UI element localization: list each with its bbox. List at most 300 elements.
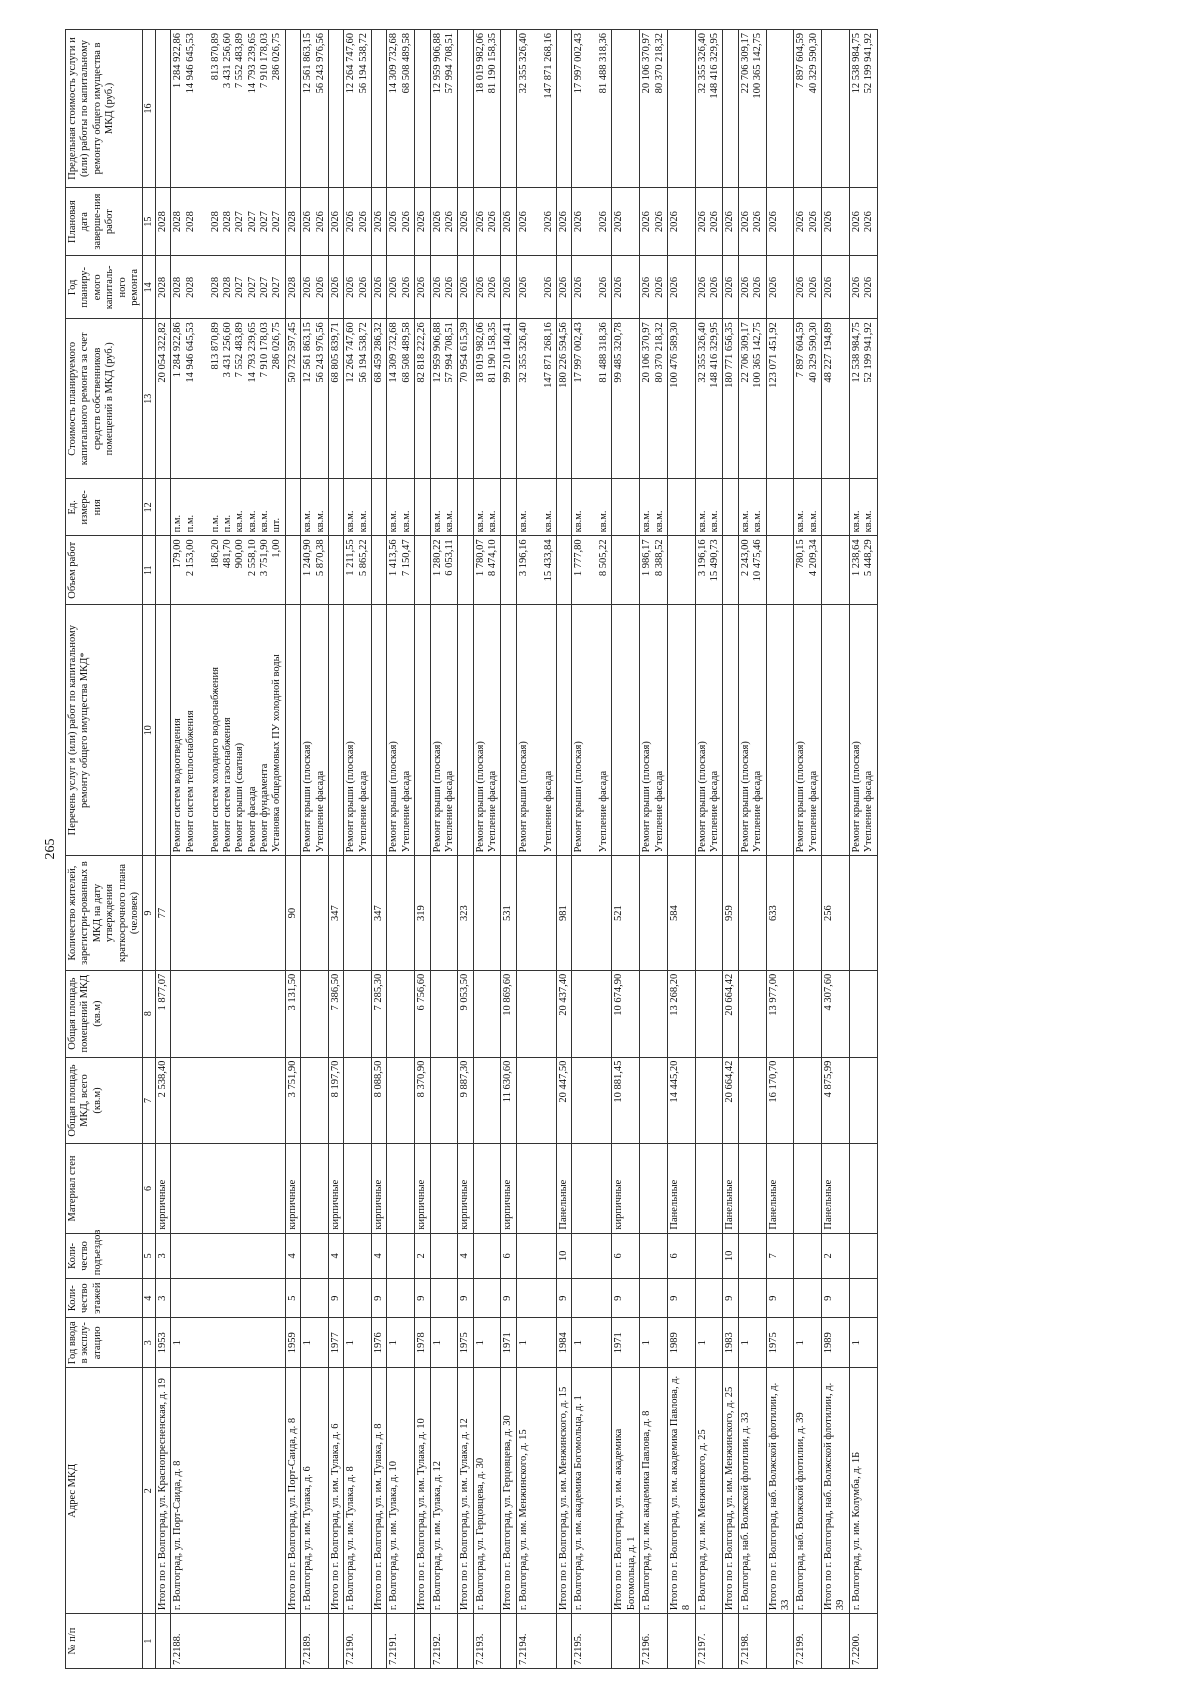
commission-year: 1 [640,1317,668,1367]
unit-of-measure: кв.м. [246,509,258,532]
completion-date: 2026 [502,210,514,232]
row-number [667,1613,695,1668]
work-volume [330,539,342,601]
unit-of-measure [416,482,428,532]
table-row [794,29,822,1668]
wall-material: Панельные [822,1143,850,1232]
residents-count [695,855,723,969]
total-area: 11 630,60 [501,1057,516,1144]
completion-date: 2026 [752,210,764,232]
planned-cost-cell [849,318,877,478]
residents-count: 256 [822,855,850,969]
unit-of-measure-cell [640,478,668,535]
entrance-count: 4 [372,1233,387,1279]
entrance-count [171,1233,285,1279]
entrance-count: 4 [328,1233,343,1279]
repair-year-cell [156,255,171,318]
repair-year: 2027 [234,276,246,298]
work-volume: 179,00 [172,538,184,568]
entrance-count: 2 [415,1233,430,1279]
address: г. Волгоград, ул. им. академика Богомольца, д. 1 [572,1367,612,1613]
wall-material: Панельные [723,1143,738,1232]
work-item [768,607,780,851]
unit-of-measure: кв.м. [598,509,610,532]
wall-material [516,1143,556,1232]
completion-date-cell [516,187,556,256]
total-area [301,1057,329,1144]
unit-of-measure: кв.м. [443,509,455,532]
planned-cost: 147 871 268,16 [542,321,554,388]
planned-cost-cell [328,318,343,478]
row-number: 7.2197. [695,1613,723,1668]
planned-cost: 48 227 194,89 [823,321,835,383]
entrance-count: 6 [501,1233,516,1279]
unit-of-measure-cell [516,478,556,535]
commission-year: 1971 [501,1317,516,1367]
planned-cost-cell [415,318,430,478]
residents-count: 584 [667,855,695,969]
wall-material [473,1143,501,1232]
cost-limit: 813 870,89 [209,32,221,80]
planned-cost: 68 459 286,32 [373,321,385,383]
address: Итого по г. Волгоград, ул. Краснопресненская, д. 19 [156,1367,171,1613]
rotated-table-container [43,29,1135,1669]
cost-limit: 40 329 590,30 [807,32,819,93]
floor-count: 3 [156,1278,171,1317]
completion-date: 2026 [850,210,862,232]
work-volume: 481,70 [221,538,233,568]
unit-of-measure-cell [344,478,372,535]
column-header: Коли-чество подъездов [66,1233,143,1279]
work-item: Утепление фасада [863,770,875,852]
planned-cost: 14 309 732,68 [388,321,400,383]
completion-date: 2026 [641,210,653,232]
cost-limit [197,33,209,184]
commission-year: 1 [695,1317,723,1367]
address: г. Волгоград, ул. им. Тулака, д. 6 [301,1367,329,1613]
planned-cost: 50 732 597,45 [286,321,298,383]
work-item: Ремонт фундамента [259,763,271,852]
cost-limit: 57 994 708,51 [443,32,455,93]
unit-of-measure [558,482,570,532]
entrance-count [794,1233,822,1279]
work-item [287,607,299,851]
commission-year: 1 [387,1317,415,1367]
repair-year: 2027 [259,276,271,298]
total-area: 20 664,42 [723,1057,738,1144]
unit-of-measure: кв.м. [314,509,326,532]
repair-year: 2026 [807,276,819,298]
planned-cost-cell [723,318,738,478]
cost-limit-cell [667,29,695,187]
work-item-cell [822,604,850,855]
cost-limit-cell [458,29,473,187]
unit-of-measure [530,482,542,532]
work-item [724,607,736,851]
completion-date: 2026 [474,210,486,232]
premises-area [572,970,612,1057]
commission-year: 1959 [285,1317,300,1367]
planned-cost: 286 026,75 [271,321,283,370]
column-header: № п/п [66,1613,143,1668]
completion-date: 2026 [345,210,357,232]
floor-count [301,1278,329,1317]
address: Итого по г. Волгоград, ул. им. Менжинского, д. 15 [556,1367,571,1613]
repair-year: 2026 [443,276,455,298]
repair-year-cell [473,255,501,318]
completion-date: 2026 [459,210,471,232]
address: Итого по г. Волгоград, ул. им. Менжинского, д. 25 [723,1367,738,1613]
total-area: 2 538,40 [156,1057,171,1144]
cost-limit-cell [473,29,501,187]
entrance-count [849,1233,877,1279]
premises-area: 10 674,90 [612,970,640,1057]
work-item-cell [171,604,285,855]
commission-year: 1977 [328,1317,343,1367]
table-row [640,29,668,1668]
repair-year: 2026 [373,276,385,298]
premises-area: 7 386,50 [328,970,343,1057]
unit-of-measure-cell [723,478,738,535]
repair-year: 2026 [668,276,680,298]
cost-limit-cell [156,29,171,187]
work-volume: 1 238,64 [850,538,862,576]
work-volume: 780,15 [795,538,807,568]
completion-date [530,190,542,252]
work-item [502,607,514,851]
work-volume-cell [516,535,556,604]
table-row [458,29,473,1668]
commission-year: 1 [344,1317,372,1367]
table-row [556,29,571,1668]
unit-of-measure-cell [766,478,794,535]
unit-of-measure-cell [285,478,300,535]
cost-limit-cell [344,29,372,187]
address: Итого по г. Волгоград, ул. им. Тулака, д. 8 [372,1367,387,1613]
completion-date [197,190,209,252]
repair-year: 2026 [739,276,751,298]
unit-of-measure [724,482,736,532]
address: г. Волгоград, ул. им. Тулака, д. 10 [387,1367,415,1613]
cost-limit-cell [516,29,556,187]
repair-year: 2026 [400,276,412,298]
work-volume [558,539,570,601]
cost-limit-cell [723,29,738,187]
planned-cost: 80 370 218,32 [653,321,665,383]
premises-area [301,970,329,1057]
work-volume [768,539,780,601]
work-volume: 4 209,34 [807,538,819,576]
page-number: 265 [43,838,58,859]
commission-year: 1983 [723,1317,738,1367]
completion-date: 2026 [823,210,835,232]
premises-area: 6 756,60 [415,970,430,1057]
cost-limit [287,33,299,184]
table-row [473,29,501,1668]
work-item [373,607,385,851]
table-row [285,29,300,1668]
repair-year-cell [301,255,329,318]
residents-count: 90 [285,855,300,969]
work-volume-cell [171,535,285,604]
cost-limit: 7 910 178,03 [259,32,271,88]
address: Итого по г. Волгоград, ул. Порт-Саида, д. 8 [285,1367,300,1613]
residents-count: 319 [415,855,430,969]
total-area: 8 088,50 [372,1057,387,1144]
repair-year-cell [766,255,794,318]
commission-year: 1975 [458,1317,473,1367]
work-volume [724,539,736,601]
completion-date: 2027 [234,210,246,232]
cost-limit: 148 416 329,95 [709,32,721,99]
table-row [344,29,372,1668]
work-item: Ремонт крыши (плоская) [795,740,807,852]
entrance-count [738,1233,766,1279]
cost-limit-cell [372,29,387,187]
row-number: 7.2192. [430,1613,458,1668]
entrance-count: 6 [612,1233,640,1279]
completion-date-cell [572,187,612,256]
wall-material: Панельные [766,1143,794,1232]
repair-year: 2026 [542,276,554,298]
cost-limit [613,33,625,184]
cost-limit: 147 871 268,16 [542,32,554,99]
total-area [695,1057,723,1144]
table-row [501,29,516,1668]
address: г. Волгоград, ул. Порт-Саида, д. 8 [171,1367,285,1613]
work-item: Утепление фасада [443,770,455,852]
work-item [586,607,598,851]
work-item: Ремонт систем водоотведения [172,717,184,852]
repair-year: 2028 [221,276,233,298]
residents-count: 633 [766,855,794,969]
repair-year-cell [372,255,387,318]
unit-of-measure: кв.м. [302,509,314,532]
floor-count: 9 [372,1278,387,1317]
planned-cost-cell [822,318,850,478]
row-number: 7.2188. [171,1613,285,1668]
table-row [612,29,640,1668]
unit-of-measure: п.м. [209,514,221,532]
premises-area: 13 268,20 [667,970,695,1057]
entrance-count: 2 [822,1233,850,1279]
completion-date: 2026 [709,210,721,232]
planned-cost: 14 793 239,65 [246,321,258,383]
work-volume: 1,00 [271,538,283,558]
repair-year: 2026 [345,276,357,298]
work-item-cell [430,604,458,855]
work-item: Ремонт фасада [246,785,258,852]
wall-material: кирпичные [501,1143,516,1232]
work-item-cell [849,604,877,855]
cost-limit [330,33,342,184]
table-row [328,29,343,1668]
planned-cost [530,322,542,475]
work-item: Утепление фасада [400,770,412,852]
column-header: Количество жителей, зарегистри-рованных в МКД на дату утверждения краткосрочного плана (человек) [66,855,143,969]
planned-cost: 1 284 922,86 [172,321,184,377]
row-number: 7.2198. [738,1613,766,1668]
entrance-count: 10 [723,1233,738,1279]
planned-cost: 12 959 906,88 [431,321,443,383]
cost-limit: 80 370 218,32 [653,32,665,93]
residents-count: 521 [612,855,640,969]
entrance-count: 7 [766,1233,794,1279]
residents-count: 981 [556,855,571,969]
completion-date: 2026 [863,210,875,232]
header-row [66,29,143,1668]
row-number [723,1613,738,1668]
work-item: Ремонт крыши (плоская) [388,740,400,852]
wall-material: кирпичные [415,1143,430,1232]
repair-year: 2026 [598,276,610,298]
planned-cost: 12 561 863,15 [302,321,314,383]
work-item-cell [415,604,430,855]
cost-limit-cell [766,29,794,187]
wall-material [171,1143,285,1232]
wall-material [344,1143,372,1232]
repair-year-cell [723,255,738,318]
planned-cost: 7 897 604,59 [795,321,807,377]
planned-cost: 7 552 483,89 [234,321,246,377]
cost-limit: 56 194 538,72 [357,32,369,93]
planned-cost-cell [156,318,171,478]
unit-of-measure [502,482,514,532]
planned-cost: 7 910 178,03 [259,321,271,377]
completion-date-cell [723,187,738,256]
work-item: Ремонт крыши (плоская) [517,740,529,852]
work-item [157,607,169,851]
planned-cost: 100 476 589,30 [668,321,680,388]
work-item-cell [328,604,343,855]
completion-date: 2028 [286,210,298,232]
work-volume: 2 153,00 [184,538,196,576]
work-volume-cell [695,535,723,604]
unit-of-measure-cell [572,478,612,535]
unit-of-measure: кв.м. [795,509,807,532]
entrance-count [430,1233,458,1279]
column-number: 10 [143,604,156,855]
completion-date-cell [822,187,850,256]
repair-year: 2026 [329,276,341,298]
planned-cost: 180 771 656,35 [724,321,736,388]
table-row [516,29,556,1668]
column-number: 4 [143,1278,156,1317]
work-volume: 8 474,10 [487,538,499,576]
work-item: Утепление фасада [598,770,610,852]
repair-year: 2026 [517,276,529,298]
planned-cost: 81 488 318,36 [598,321,610,383]
completion-date-cell [171,187,285,256]
cost-limit-cell [640,29,668,187]
repair-year-cell [415,255,430,318]
row-number: 7.2190. [344,1613,372,1668]
work-volume [416,539,428,601]
completion-date: 2026 [696,210,708,232]
row-number [822,1613,850,1668]
floor-count [387,1278,415,1317]
floor-count [695,1278,723,1317]
work-volume-cell [572,535,612,604]
premises-area: 7 285,30 [372,970,387,1057]
total-area: 3 751,90 [285,1057,300,1144]
commission-year: 1953 [156,1317,171,1367]
repair-year: 2028 [209,276,221,298]
repair-year: 2027 [246,276,258,298]
completion-date: 2026 [314,210,326,232]
column-number: 7 [143,1057,156,1144]
completion-date: 2026 [302,210,314,232]
repair-year: 2026 [696,276,708,298]
work-item: Ремонт крыши (плоская) [573,740,585,852]
repair-year: 2026 [641,276,653,298]
cost-limit-cell [794,29,822,187]
commission-year: 1978 [415,1317,430,1367]
cost-limit [558,33,570,184]
work-volume [502,539,514,601]
table-row [849,29,877,1668]
planned-cost: 12 264 747,60 [345,321,357,383]
entrance-count [516,1233,556,1279]
repair-year-cell [171,255,285,318]
cost-limit: 14 309 732,68 [388,32,400,93]
floor-count [171,1278,285,1317]
table-row [766,29,794,1668]
floor-count: 9 [667,1278,695,1317]
work-item: Ремонт крыши (плоская) [474,740,486,852]
unit-of-measure [197,482,209,532]
repair-year: 2026 [557,276,569,298]
planned-cost: 82 818 222,26 [416,321,428,383]
address: Итого по г. Волгоград, ул. им. Тулака, д. 12 [458,1367,473,1613]
cost-limit: 22 706 309,17 [739,32,751,93]
work-item: Ремонт систем холодного водоснабжения [209,666,221,852]
cost-limit: 14 793 239,65 [246,32,258,93]
unit-of-measure [157,482,169,532]
premises-area: 4 307,60 [822,970,850,1057]
work-item-cell [572,604,612,855]
wall-material [738,1143,766,1232]
planned-cost: 70 954 615,39 [459,321,471,383]
repair-year: 2026 [474,276,486,298]
planned-cost: 56 194 538,72 [357,321,369,383]
cost-limit-cell [695,29,723,187]
work-item: Ремонт систем теплоснабжения [184,709,196,852]
unit-of-measure-cell [156,478,171,535]
work-volume-cell [372,535,387,604]
planned-cost-cell [458,318,473,478]
unit-of-measure-cell [738,478,766,535]
floor-count: 9 [501,1278,516,1317]
commission-year: 1 [572,1317,612,1367]
work-item [558,607,570,851]
work-item-cell [556,604,571,855]
repair-year [197,259,209,315]
planned-cost [586,322,598,475]
repair-year-cell [640,255,668,318]
total-area [516,1057,556,1144]
repair-year: 2026 [416,276,428,298]
unit-of-measure: кв.м. [696,509,708,532]
planned-cost: 14 946 645,53 [184,321,196,383]
column-header: Стоимость планируемого капитального ремонта за счет средств собственников помещений в МКД (руб.) [66,318,143,478]
premises-area [171,970,285,1057]
residents-count [516,855,556,969]
completion-date: 2028 [184,210,196,232]
column-number: 14 [143,255,156,318]
planned-cost: 20 106 370,97 [641,321,653,383]
work-volume: 3 751,90 [259,538,271,576]
